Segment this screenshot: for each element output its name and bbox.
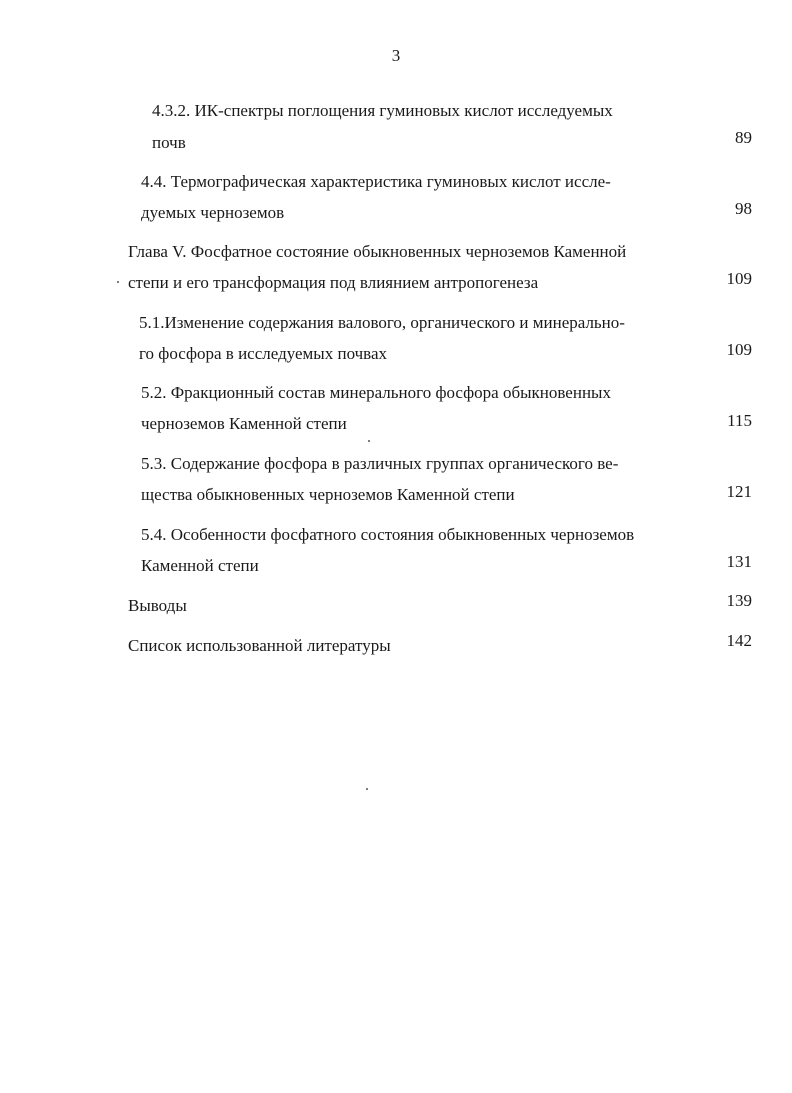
toc-entry-conclusions-page: 139 [726,591,752,610]
toc-entry-5-4-page: 131 [726,552,752,571]
toc-entry-4-3-2-line-2: почв [152,133,186,152]
toc-entry-5-3-line-1: 5.3. Содержание фосфора в различных группах органического ве- [141,454,619,473]
toc-entry-5-2-line-2: черноземов Каменной степи [141,414,347,433]
toc-entry-5-4-line-1: 5.4. Особенности фосфатного состояния обыкновенных черноземов [141,525,635,544]
toc-entry-4-4-page: 98 [735,199,752,218]
page-number: 3 [391,46,401,65]
toc-entry-5-3-page: 121 [726,482,752,501]
toc-entry-5-1-page: 109 [726,340,752,359]
toc-entry-chapter-5-page: 109 [726,269,752,288]
toc-entry-5-1-line-2: го фосфора в исследуемых почвах [139,344,388,363]
scan-speck [368,440,370,442]
toc-entry-4-3-2-page: 89 [735,128,752,147]
toc-entry-5-2-page: 115 [727,411,752,430]
toc-entry-chapter-5-line-1: Глава V. Фосфатное состояние обыкновенных черноземов Каменной [128,242,627,261]
toc-entry-4-4-line-1: 4.4. Термографическая характеристика гуминовых кислот иссле- [141,172,611,191]
scan-speck [117,281,119,283]
toc-entry-4-3-2-line-1: 4.3.2. ИК-спектры поглощения гуминовых кислот исследуемых [152,101,613,120]
scan-speck [366,788,368,790]
toc-entry-4-4-line-2: дуемых черноземов [141,203,285,222]
toc-entry-references-page: 142 [726,631,752,650]
toc-entry-conclusions: Выводы [128,596,187,615]
toc-entry-5-2-line-1: 5.2. Фракционный состав минерального фосфора обыкновенных [141,383,611,402]
toc-entry-references: Список использованной литературы [128,636,391,655]
toc-entry-chapter-5-line-2: степи и его трансформация под влиянием антропогенеза [128,273,539,292]
toc-entry-5-3-line-2: щества обыкновенных черноземов Каменной степи [141,485,515,504]
toc-entry-5-4-line-2: Каменной степи [141,556,259,575]
toc-entry-5-1-line-1: 5.1.Изменение содержания валового, органического и минерально- [139,313,625,332]
